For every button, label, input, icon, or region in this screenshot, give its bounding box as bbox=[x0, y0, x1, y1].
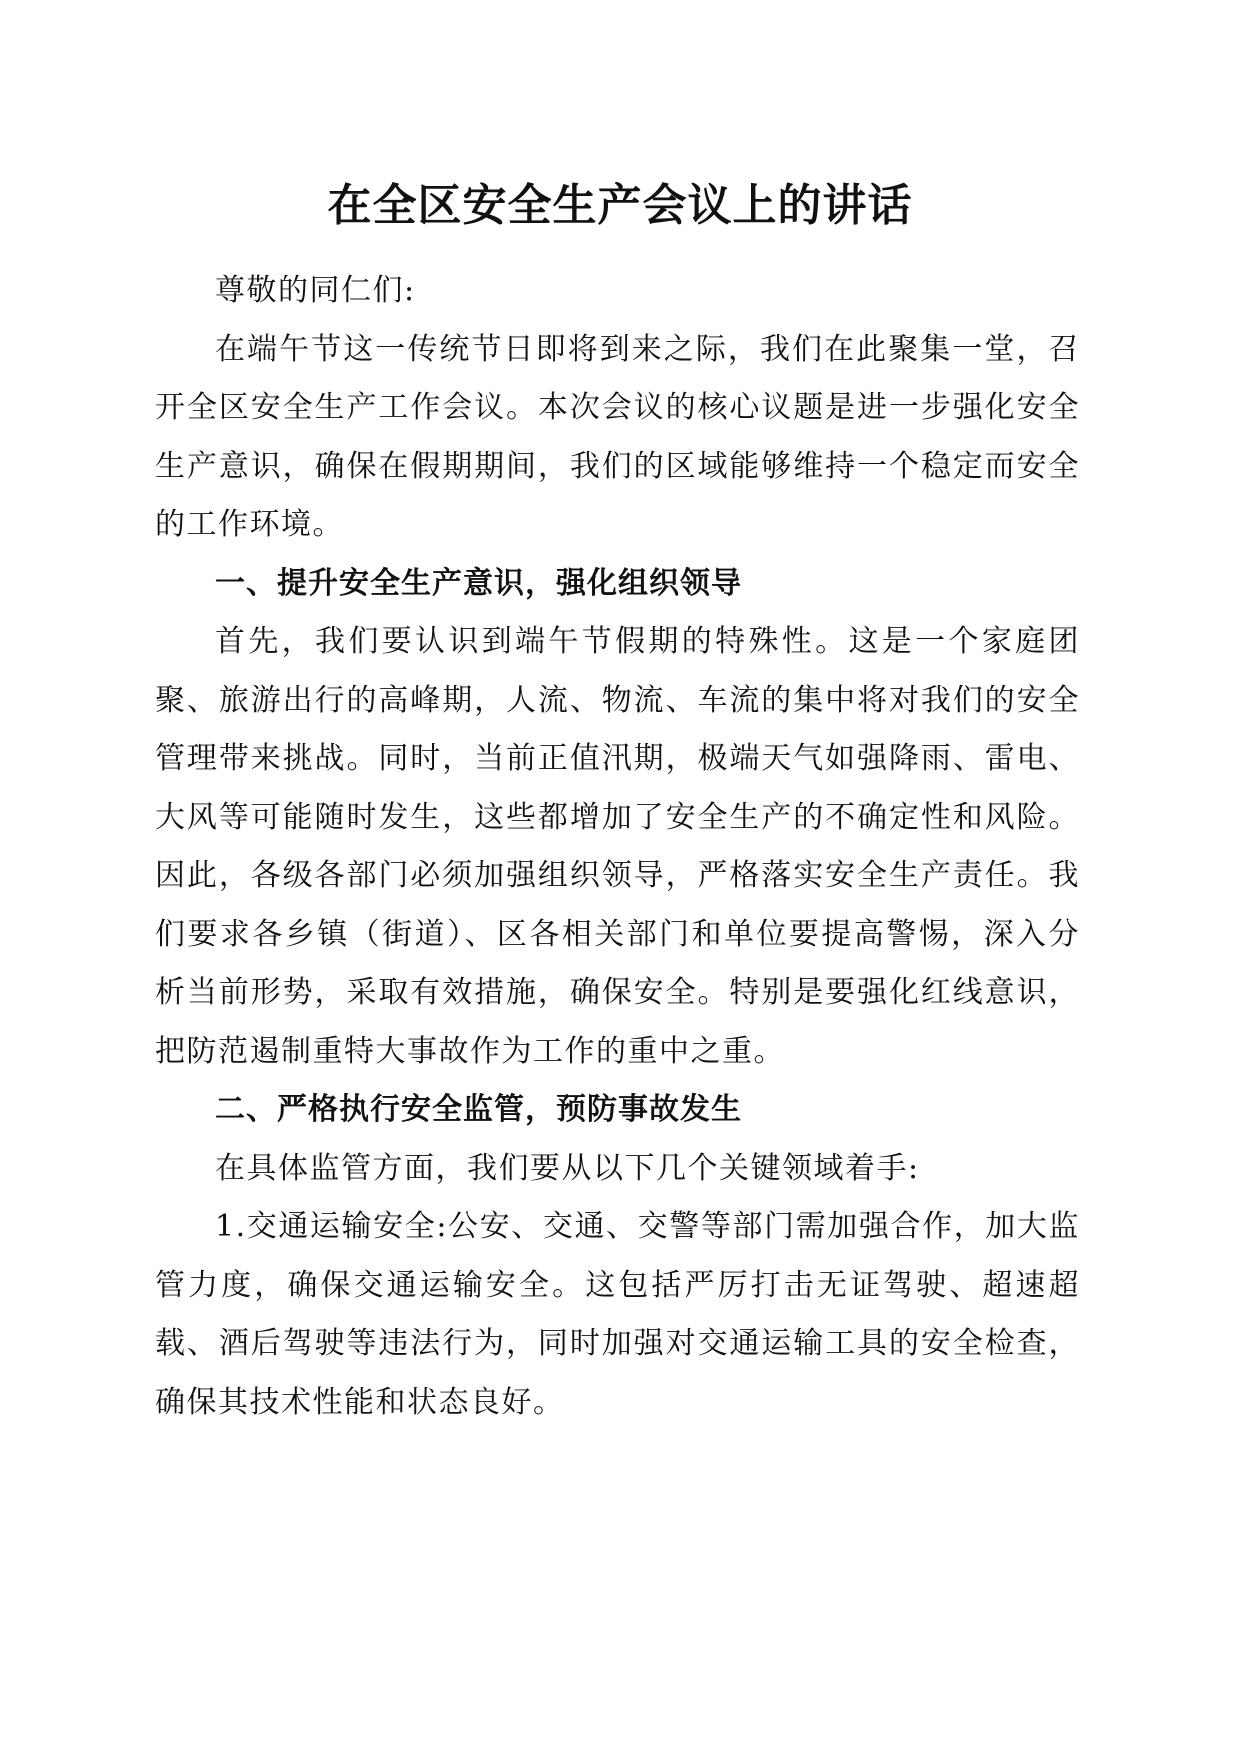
section-1-heading: 一、提升安全生产意识，强化组织领导 bbox=[215, 565, 742, 601]
document-title: 在全区安全生产会议上的讲话 bbox=[327, 180, 913, 231]
intro-paragraph: 在端午节这一传统节日即将到来之际，我们在此聚集一堂，召开全区安全生产工作会议。本次会议的核心议题是进一步强化安全生产意识，确保在假期期间，我们的区域能够维持一个稳定而安全的工作环境。 bbox=[155, 331, 1080, 542]
document-body bbox=[155, 262, 1080, 1432]
list-item-1: 1.交通运输安全:公安、交通、交警等部门需加强合作，加大监管力度，确保交通运输安全。这包括严厉打击无证驾驶、超速超载、酒后驾驶等违法行为，同时加强对交通运输工具的安全检查，确保其技术性能和状态良好。 bbox=[155, 1209, 1080, 1420]
salutation: 尊敬的同仁们: bbox=[215, 273, 416, 308]
section-2-heading: 二、严格执行安全监管，预防事故发生 bbox=[215, 1092, 742, 1127]
section-1-paragraph: 首先，我们要认识到端午节假期的特殊性。这是一个家庭团聚、旅游出行的高峰期，人流、物流、车流的集中将对我们的安全管理带来挑战。同时，当前正值汛期，极端天气如强降雨、雷电、大风等可能随时发生，这些都增加了安全生产的不确定性和风险。因此，各级各部门必须加强组织领导，严格落实安全生产责任。我们要求各乡镇（街道）、区各相关部门和单位要提高警惕，深入分析当前形势，采取有效措施，确保安全。特别是要强化红线意识，把防范遏制重特大事故作为工作的重中之重。 bbox=[155, 624, 1080, 1069]
section-2-intro-paragraph: 在具体监管方面，我们要从以下几个关键领域着手: bbox=[215, 1150, 920, 1186]
